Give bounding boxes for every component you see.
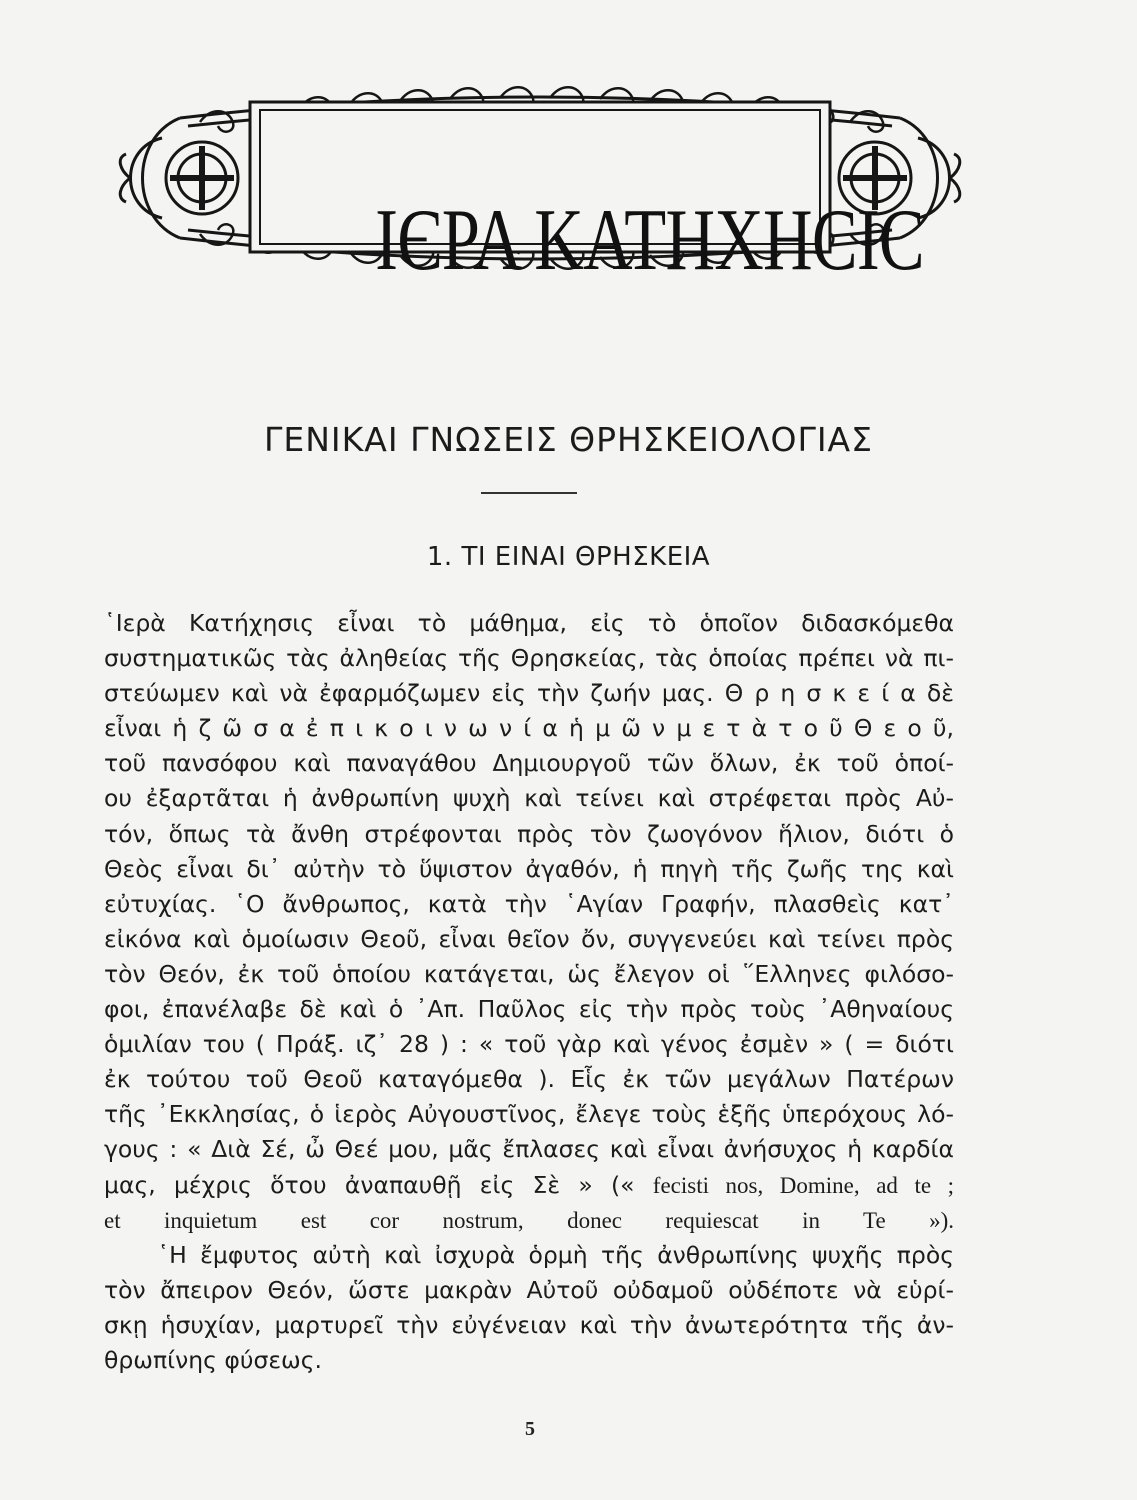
text-line: φοι, ἐπανέλαβε δὲ καὶ ὁ ᾿Απ. Παῦλος εἰς τὴν πρὸς τοὺς ᾿Αθηναίους [104, 995, 954, 1024]
text-line-mixed [104, 1168, 954, 1203]
text-line: τὸν Θεόν, ἐκ τοῦ ὁποίου κατάγεται, ὡς ἔλεγον οἱ ῞Ελληνες φιλόσο- [104, 959, 954, 988]
page-number: 5 [525, 1418, 535, 1440]
chapter-heading: ΓΕΝΙΚΑΙ ΓΝΩΣΕΙΣ ΘΡΗΣΚΕΙΟΛΟΓΙΑΣ [264, 420, 873, 459]
text-line: ου ἐξαρτᾶται ἡ ἀνθρωπίνη ψυχὴ καὶ τείνει καὶ στρέφεται πρὸς Αὐ- [104, 784, 954, 813]
text-line: τὸν ἄπειρον Θεόν, ὥστε μακρὰν Αὐτοῦ οὐδαμοῦ οὐδέποτε νὰ εὑρί- [104, 1275, 954, 1304]
text-line: ἐκ τούτου τοῦ Θεοῦ καταγόμεθα ). Εἷς ἐκ τῶν μεγάλων Πατέρων [104, 1065, 954, 1094]
text-line: γους : « Διὰ Σέ, ὦ Θεέ μου, μᾶς ἔπλασες καὶ εἶναι ἀνήσυχος ἡ καρδία [104, 1135, 954, 1164]
text-line: τῆς ᾿Εκκλησίας, ὁ ἱερὸς Αὐγουστῖνος, ἔλεγε τοὺς ἑξῆς ὑπερόχους λό- [104, 1100, 954, 1129]
text-line: ῾Η ἔμφυτος αὐτὴ καὶ ἰσχυρὰ ὁρμὴ τῆς ἀνθρωπίνης ψυχῆς πρὸς [104, 1240, 954, 1269]
text-line: ὁμιλίαν του ( Πράξ. ιζ᾿ 28 ) : « τοῦ γὰρ καὶ γένος ἐσμὲν » ( = διότι [104, 1030, 954, 1059]
latin-quote: fecisti nos, Domine, ad te ; [652, 1172, 954, 1198]
text-line: σκῃ ἡσυχίαν, μαρτυρεῖ τὴν εὐγένειαν καὶ τὴν ἀνωτερότητα τῆς ἀν- [104, 1310, 954, 1339]
body-text [104, 606, 954, 1378]
text-line: θρωπίνης φύσεως. [104, 1345, 322, 1374]
ornamental-banner [110, 78, 968, 289]
text-line-latin: et inquietum est cor nostrum, donec requiescat in Te »). [104, 1207, 954, 1233]
text-line: τοῦ πανσόφου καὶ παναγάθου Δημιουργοῦ τῶν ὅλων, ἐκ τοῦ ὁποί- [104, 749, 954, 778]
text-line: συστηματικῶς τὰς ἀληθείας τῆς Θρησκείας, τὰς ὁποίας πρέπει νὰ πι- [104, 644, 954, 673]
text-line: Θεὸς εἶναι δι᾿ αὐτὴν τὸ ὕψιστον ἀγαθόν, ἡ πηγὴ τῆς ζωῆς της καὶ [104, 854, 954, 883]
text-line: τόν, ὅπως τὰ ἄνθη στρέφονται πρὸς τὸν ζωογόνον ἥλιον, διότι ὁ [104, 819, 954, 848]
section-heading: 1. ΤΙ ΕΙΝΑΙ ΘΡΗΣΚΕΙΑ [426, 542, 711, 572]
text-line: εὐτυχίας. ῾Ο ἄνθρωπος, κατὰ τὴν ῾Αγίαν Γραφήν, πλασθεὶς κατ᾿ [104, 889, 954, 918]
text-line: ῾Ιερὰ Κατήχησις εἶναι τὸ μάθημα, εἰς τὸ ὁποῖον διδασκόμεθα [104, 609, 954, 637]
text-line-greek-part: μας, μέχρις ὅτου ἀναπαυθῇ εἰς Σὲ » (« [104, 1170, 635, 1199]
heading-rule [481, 492, 577, 494]
text-line: στεύωμεν καὶ νὰ ἐφαρμόζωμεν εἰς τὴν ζωήν μας. Θ ρ η σ κ ε ί α δὲ [104, 679, 954, 708]
text-line: εἰκόνα καὶ ὁμοίωσιν Θεοῦ, εἶναι θεῖον ὄν, συγγενεύει καὶ τείνει πρὸς [104, 924, 954, 953]
banner-title: ΙЄΡΑ ΚΑΤΗΧΗCΙC [375, 191, 924, 289]
text-line: εἶναι ἡ ζ ῶ σ α ἐ π ι κ ο ι ν ω ν ί α ἡ μ ῶ ν μ ε τ ὰ τ ο ῦ Θ ε ο ῦ, [104, 714, 954, 743]
